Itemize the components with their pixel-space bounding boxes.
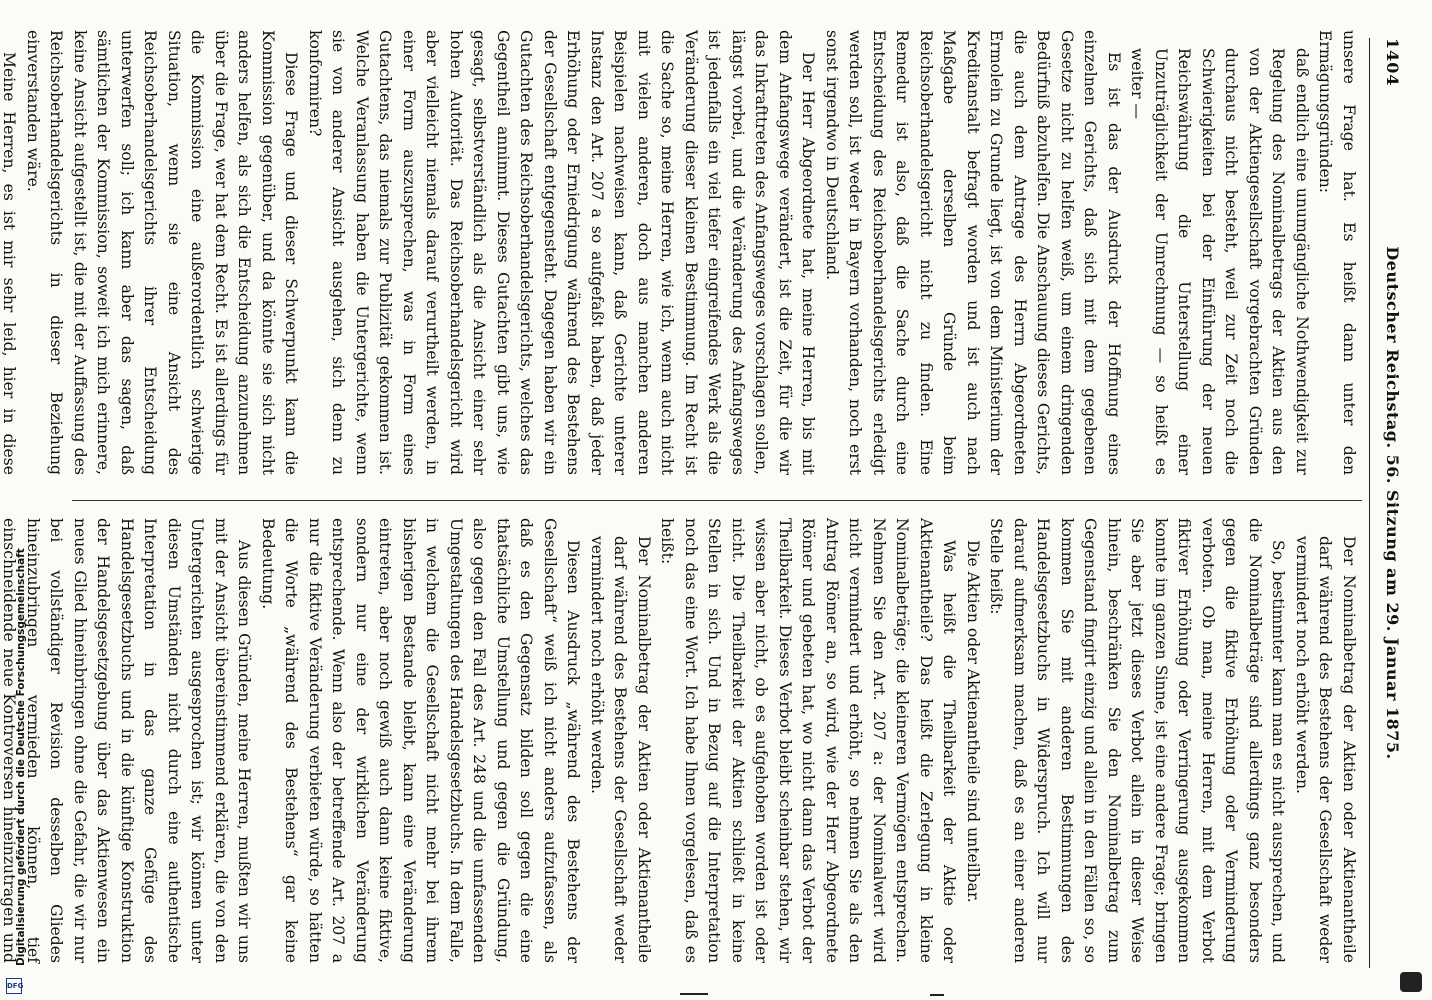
scan-speck xyxy=(930,994,944,996)
paragraph: unsere Frage hat. Es heißt dann unter den Ermägungsgründen: xyxy=(1316,30,1358,475)
running-title: Deutscher Reichstag. 56. Sitzung am 29. Januar 1875. xyxy=(1383,246,1402,760)
dfg-logo: DFG xyxy=(6,978,22,994)
paragraph: Meine Herren, es ist mir sehr leid, hier in diese xyxy=(0,52,19,475)
paragraph: Die Aktien oder Aktienantheile sind unteilbar. xyxy=(964,540,982,903)
paragraph: Was heißt die Theilbarkeit der Aktie oder Aktienantheile? Das heißt die Zerlegung in kleine Nominalbeträge; die kleineren Vermögen entsprechen. Nehmen Sie den Art. 207 a: der Nominalwert wird nicht vermindert und erhöht, so nehmen Sie als den Antrag Römer an, so wird, wie der Herr Abgeordnete Römer und gebeten hat, wo nicht dann das Verbot der Theilbarkeit. Dieses Verbot bleibt scheinbar stehen, wir wissen aber nicht, ob es aufgehoben worden ist oder nicht. Die Theilbarkeit der Aktien schließt in keine Stellen in sich. Und in Bezug auf die Interpretation noch das eine Wort. Ich habe Ihnen vorgelesen, daß es heißt: xyxy=(658,518,959,963)
paragraph: daß endlich eine unumgängliche Nothwendigkeit zur Regelung des Nominalbetrags der Aktien aus den von der Aktiengesellschaft vorgebrachten Gründen durchaus nicht besteht, weil zur Zeit noch die Schwierigkeiten bei der Einführung der neuen Reichswährung die Unterstellung einer Unzuträglichkeit der Umrechnung — so heißt es weiter — xyxy=(1128,48,1311,475)
credit-text: Digitalisierung gefördert durch die Deutsche Forschungsgemeinschaft xyxy=(15,548,27,966)
header-rule xyxy=(1369,38,1370,968)
scan-speck xyxy=(680,993,708,995)
paragraph: Der Nominalbetrag der Aktien oder Aktienantheile darf während des Bestehens der Gesellschaft weder vermindert noch erhöht werden. xyxy=(1293,536,1358,963)
paragraph: So, bestimmter kann man es nicht aussprechen, und die Nominalbeträge sind allerdings ganz besonders gegen die fiktive Erhöhung oder Verminderung verboten. Ob man, meine Herren, mit dem Verbot fiktiver Erhöhung oder Verringerung ausgekommen konnte im ganzen Sinne, ist eine andere Frage; bringen Sie aber jetzt dieses Verbot allein in dieser Weise hinein, beschränken Sie den Nominalbetrag zum Gegenstand fingirt einzig und allein in den Fällen so, so kommen Sie mit anderen Bestimmungen des Handelsgesetzbuchs in Widerspruch. Ich will nur darauf aufmerksam machen, daß es an einer anderen Stelle heißt: xyxy=(987,518,1288,963)
column-divider xyxy=(72,500,1362,501)
page-number: 1404 xyxy=(1383,38,1402,87)
scan-speck xyxy=(1400,972,1422,992)
paragraph: Diesen Ausdruck „während des Bestehens der Gesellschaft“ weiß ich nicht anders aufzufassen, als daß es den Gegensatz bilden soll gegen die eine thatsächliche Umstellung und gegen die Gründung, also gegen den Fall des Art. 248 und die umfassenden Umgestaltungen des Handelsgesetzbuchs. In dem Falle, in welchem die Gesellschaft nicht mehr bei ihrem bisherigen Bestande bleibt, kann eine Veränderung eintreten, aber noch gewiß auch dann keine fiktive, sondern nur eine der wirklichen Veränderung entsprechende. Wenn also der betreffende Art. 207 a nur die fiktive Veränderung verbieten würde, so hätten die Worte „während des Bestehens“ gar keine Bedeutung. xyxy=(259,518,583,963)
paragraph: Diese Frage und dieser Schwerpunkt kann die Kommission gegenüber, und da könnte sie sich nicht anders helfen, als sich die Entscheidung anzunehmen über die Frage, wer hat dem Recht. Es ist allerdings für die Kommission eine außerordentlich schwierige Situation, wenn sie eine Ansicht des Reichsoberhandelsgerichts ihrer Entscheidung unterwerfen soll; ich kann aber das sagen, daß sämtlichen der Kommission, soweit ich mich erinnere, keine Ansicht aufgestellt ist, die mit der Auffassung des Reichsoberhandelsgerichts in dieser Beziehung einverstanden wäre. xyxy=(24,30,301,475)
paragraph: Aus diesen Gründen, meine Herren, mußten wir uns mit der Ansicht übereinstimmend erklären, die von den Untergerichten ausgesprochen ist; wir können unter diesen Umständen nicht durch eine authentische Interpretation in das ganze Gefüge des Handelsgesetzbuchs und in die künftige Konstruktion der Handelsgesetzgebung über das Aktienwesen ein neues Glied hineinbringen ohne die Gefahr, die wir nur bei vollständiger Revision desselben Gliedes hineinzubringen vermieden können, tief einschneidende neue Kontroversen hineinzutragen und xyxy=(0,518,254,963)
paragraph: Der Herr Abgeordnete hat, meine Herren, bis mit dem Anfangswege verändert, ist die Zeit, für die wir das Inkrafttreten des Anfangsweges vorschlagen sollen, längst vorbei, und die Veränderung des Anfangsweges ist jedenfalls ein viel tiefer eingreifendes Werk als die Veränderung dieser kleinen Bestimmung. Im Recht ist die Sache so, meine Herren, wie ich, wenn auch nicht mit vielen anderen, doch aus manchen anderen Beispielen nachweisen kann, daß Gerichte unterer Instanz den Art. 207 a so aufgefaßt haben, daß jeder Erhöhung oder Erniedrigung während des Bestehens der Gesellschaft entgegensteht. Dagegen haben wir ein Gutachten des Reichsoberhandelsgerichts, welches das Gegentheil annimmt. Dieses Gutachten gibt uns, wie gesagt, selbstverständlich als die Ansicht einer sehr hohen Autorität. Das Reichsoberhandelsgericht wird aber vielleicht niemals darauf verurtheilt werden, in einer Form auszusprechen, was in Form eines Gutachtens, das niemals zur Publizität gekommen ist. Welche Veranlassung haben die Untergerichte, wenn sie von anderer Ansicht ausgehen, sich denn zu konformiren? xyxy=(306,30,818,475)
digitization-credit xyxy=(3,0,25,1000)
page-header xyxy=(1370,38,1410,968)
paragraph: Der Nominalbetrag der Aktien oder Aktienantheile darf während des Bestehens der Gesellschaft weder vermindert noch erhöht werden. xyxy=(588,536,653,963)
paragraph: Es ist das der Ausdruck der Hoffnung eines einzelnen Gerichts, daß sich mit dem gegebenen Gesetze nicht zu helfen weiß, um einem dringenden Bedürfniß abzuhelfen. Die Anschauung dieses Gerichts, die auch dem Antrage des Herrn Abgeordneten Ermolein zu Grunde liegt, ist von dem Ministerium der Kreditanstalt befragt worden und ist auch nach Maßgabe derselben Gründe beim Reichsoberhandelsgericht nicht zu finden. Eine Remedur ist also, daß die Sache durch eine Entscheidung des Reichsoberhandelsgerichts erledigt werden soll, ist weder in Bayern vorhanden, noch erst sonst irgendwo in Deutschland. xyxy=(823,30,1123,475)
text-column-left xyxy=(0,30,1360,475)
